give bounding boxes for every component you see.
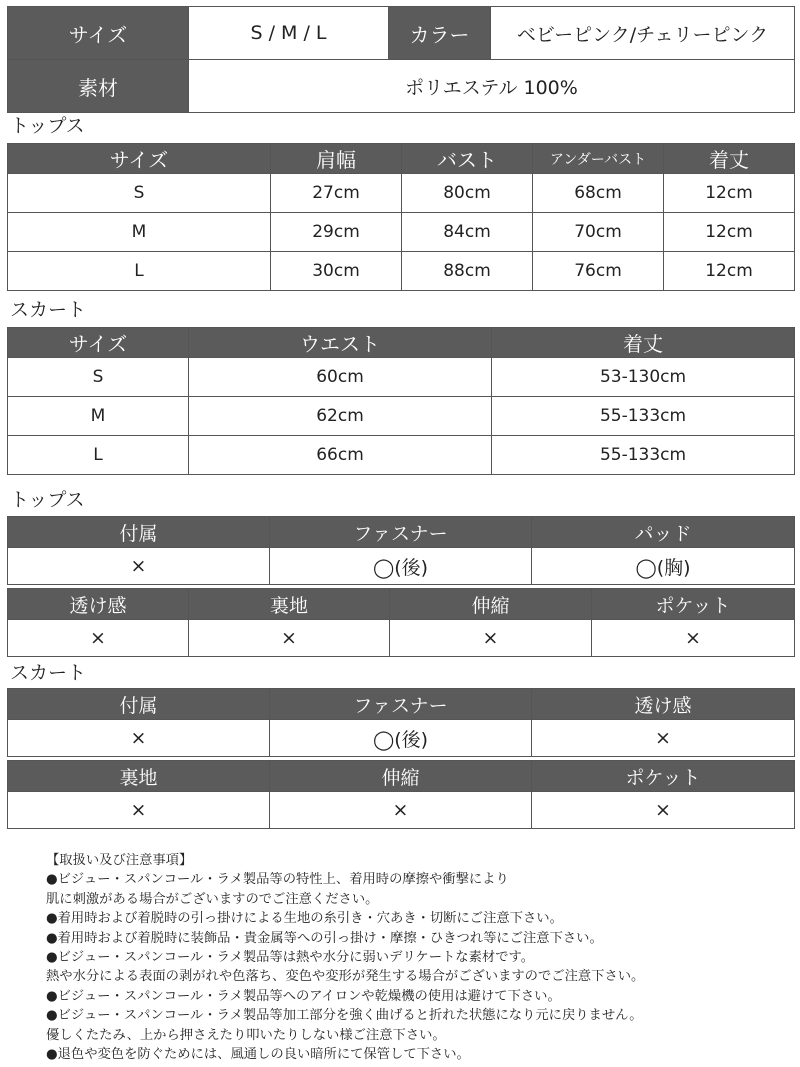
- note-line: ●着用時および着脱時に装飾品・貴金属等への引っ掛け・摩擦・ひきつれ等にご注意下さい。: [46, 930, 603, 946]
- table-row: [8, 792, 795, 829]
- tops-header-length: 着丈: [664, 144, 795, 174]
- cell: L: [8, 436, 189, 475]
- table-row: [8, 252, 795, 291]
- tops-features-table-1: [7, 516, 795, 585]
- skirt-features-table-1: [7, 688, 795, 757]
- note-line: ●ビジュー・スパンコール・ラメ製品等の特性上、着用時の摩擦や衝撃により: [46, 872, 509, 888]
- cell: L: [8, 252, 271, 291]
- tops-size-title: トップス: [10, 115, 85, 137]
- skirt-size-title: スカート: [10, 299, 87, 321]
- cell: 12cm: [664, 174, 795, 213]
- table-row: [8, 436, 795, 475]
- header-sheer: 透け感: [532, 689, 795, 720]
- cell: 12cm: [664, 252, 795, 291]
- header-stretch: 伸縮: [270, 761, 532, 792]
- color-value: ベビーピンク/チェリーピンク: [491, 7, 795, 60]
- header-stretch: 伸縮: [390, 589, 592, 620]
- cell: 76cm: [533, 252, 664, 291]
- header-lining: 裏地: [8, 761, 270, 792]
- tops-header-underbust: アンダーバスト: [533, 144, 664, 174]
- material-value: ポリエステル 100%: [189, 60, 795, 113]
- note-line: 熱や水分による表面の剥がれや色落ち、変色や変形が発生する場合がございますのでご注意下さい。: [46, 969, 645, 985]
- cell: ×: [8, 620, 189, 657]
- cell: ◯(胸): [532, 548, 795, 585]
- cell: 29cm: [271, 213, 402, 252]
- cell: ×: [8, 792, 270, 829]
- tops-features-title: トップス: [10, 489, 85, 511]
- skirt-header-length: 着丈: [492, 328, 795, 358]
- table-row: [8, 213, 795, 252]
- table-row: [8, 358, 795, 397]
- cell: ◯(後): [270, 548, 532, 585]
- cell: 84cm: [402, 213, 533, 252]
- color-label: カラー: [389, 7, 491, 60]
- cell: ×: [532, 720, 795, 757]
- table-row: [8, 548, 795, 585]
- cell: ×: [592, 620, 795, 657]
- tops-header-size: サイズ: [8, 144, 271, 174]
- cell: 70cm: [533, 213, 664, 252]
- header-accessory: 付属: [8, 517, 270, 548]
- size-label: サイズ: [8, 7, 189, 60]
- cell: 60cm: [189, 358, 492, 397]
- header-pocket: ポケット: [532, 761, 795, 792]
- note-line: ●ビジュー・スパンコール・ラメ製品等は熱や水分に弱いデリケートな素材です。: [46, 950, 535, 966]
- cell: S: [8, 358, 189, 397]
- note-line: ●ビジュー・スパンコール・ラメ製品等加工部分を強く曲げると折れた状態になり元に戻りません。: [46, 1008, 643, 1024]
- cell: ×: [189, 620, 390, 657]
- header-pocket: ポケット: [592, 589, 795, 620]
- note-line: ●着用時および着脱時の引っ掛けによる生地の糸引き・穴あき・切断にご注意下さい。: [46, 911, 563, 927]
- cell: 88cm: [402, 252, 533, 291]
- spec-table: [7, 6, 795, 113]
- cell: S: [8, 174, 271, 213]
- cell: ×: [270, 792, 532, 829]
- skirt-header-waist: ウエスト: [189, 328, 492, 358]
- note-line: 肌に刺激がある場合がございますのでご注意ください。: [46, 891, 379, 907]
- note-line: ●退色や変色を防ぐためには、風通しの良い暗所にて保管して下さい。: [46, 1047, 470, 1063]
- cell: 80cm: [402, 174, 533, 213]
- table-row: [8, 620, 795, 657]
- cell: M: [8, 397, 189, 436]
- cell: M: [8, 213, 271, 252]
- care-notes: [46, 851, 791, 1064]
- cell: ×: [8, 720, 270, 757]
- note-line: 優しくたたみ、上から押さえたり叩いたりしない様ご注意下さい。: [46, 1027, 446, 1043]
- cell: ×: [8, 548, 270, 585]
- material-label: 素材: [8, 60, 189, 113]
- header-sheer: 透け感: [8, 589, 189, 620]
- table-row: [8, 397, 795, 436]
- tops-header-shoulder: 肩幅: [271, 144, 402, 174]
- header-lining: 裏地: [189, 589, 390, 620]
- table-row: [8, 174, 795, 213]
- header-accessory: 付属: [8, 689, 270, 720]
- cell: ◯(後): [270, 720, 532, 757]
- cell: 53-130cm: [492, 358, 795, 397]
- tops-size-table: [7, 143, 795, 291]
- cell: ×: [390, 620, 592, 657]
- cell: 55-133cm: [492, 436, 795, 475]
- table-row: [8, 720, 795, 757]
- cell: ×: [532, 792, 795, 829]
- cell: 68cm: [533, 174, 664, 213]
- header-pad: パッド: [532, 517, 795, 548]
- cell: 30cm: [271, 252, 402, 291]
- cell: 12cm: [664, 213, 795, 252]
- size-value: S / M / L: [189, 7, 389, 60]
- skirt-features-title: スカート: [10, 662, 87, 684]
- skirt-header-size: サイズ: [8, 328, 189, 358]
- tops-features-table-2: [7, 588, 795, 657]
- cell: 55-133cm: [492, 397, 795, 436]
- header-zipper: ファスナー: [270, 517, 532, 548]
- header-zipper: ファスナー: [270, 689, 532, 720]
- notes-heading: 【取扱い及び注意事項】: [46, 853, 193, 868]
- cell: 62cm: [189, 397, 492, 436]
- cell: 27cm: [271, 174, 402, 213]
- cell: 66cm: [189, 436, 492, 475]
- skirt-size-table: [7, 327, 795, 475]
- tops-header-bust: バスト: [402, 144, 533, 174]
- note-line: ●ビジュー・スパンコール・ラメ製品等へのアイロンや乾燥機の使用は避けて下さい。: [46, 988, 561, 1004]
- skirt-features-table-2: [7, 760, 795, 829]
